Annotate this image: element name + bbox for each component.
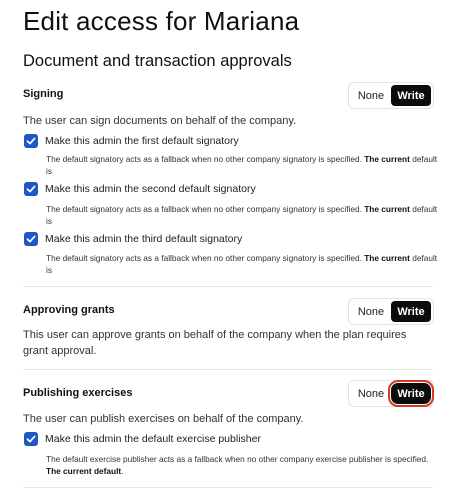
page-title: Edit access for Mariana [23,6,300,36]
divider [23,286,433,287]
exercise-publisher-label: Make this admin the default exercise publisher [45,433,261,445]
third-signatory-checkbox[interactable] [24,232,38,246]
checkmark-icon [26,136,36,146]
signing-description: The user can sign documents on behalf of the company. [23,115,297,127]
third-signatory-label: Make this admin the third default signatory [45,233,243,245]
signing-title: Signing [23,88,64,100]
checkmark-icon [26,184,36,194]
exercises-title: Publishing exercises [23,387,133,399]
second-signatory-checkbox[interactable] [24,182,38,196]
divider [23,487,433,488]
third-signatory-help: The default signatory acts as a fallback when no other company signatory is specified. The current default is [46,253,438,275]
exercises-toggle [348,380,434,407]
second-signatory-label: Make this admin the second default signatory [45,183,256,195]
exercises-none-option[interactable]: None [357,387,385,400]
first-signatory-help: The default signatory acts as a fallback when no other company signatory is specified. The current default is [46,154,438,176]
signing-none-option[interactable]: None [357,89,385,102]
signing-toggle [348,82,434,109]
first-signatory-checkbox[interactable] [24,134,38,148]
grants-title: Approving grants [23,304,115,316]
exercise-publisher-checkbox[interactable] [24,432,38,446]
exercises-description: The user can publish exercises on behalf of the company. [23,413,304,425]
signing-write-option[interactable]: Write [391,85,431,106]
grants-description: This user can approve grants on behalf of the company when the plan requires grant approval. [23,329,407,357]
second-signatory-help: The default signatory acts as a fallback when no other company signatory is specified. The current default is [46,204,438,226]
grants-toggle [348,298,434,325]
first-signatory-label: Make this admin the first default signatory [45,135,239,147]
checkmark-icon [26,234,36,244]
grants-none-option[interactable]: None [357,305,385,318]
divider [23,369,433,370]
exercises-write-option[interactable]: Write [391,383,431,404]
grants-write-option[interactable]: Write [391,301,431,322]
checkmark-icon [26,434,36,444]
section-title: Document and transaction approvals [23,52,292,70]
exercise-publisher-help: The default exercise publisher acts as a fallback when no other company exercise publisher is specified. The current default. [46,454,429,476]
